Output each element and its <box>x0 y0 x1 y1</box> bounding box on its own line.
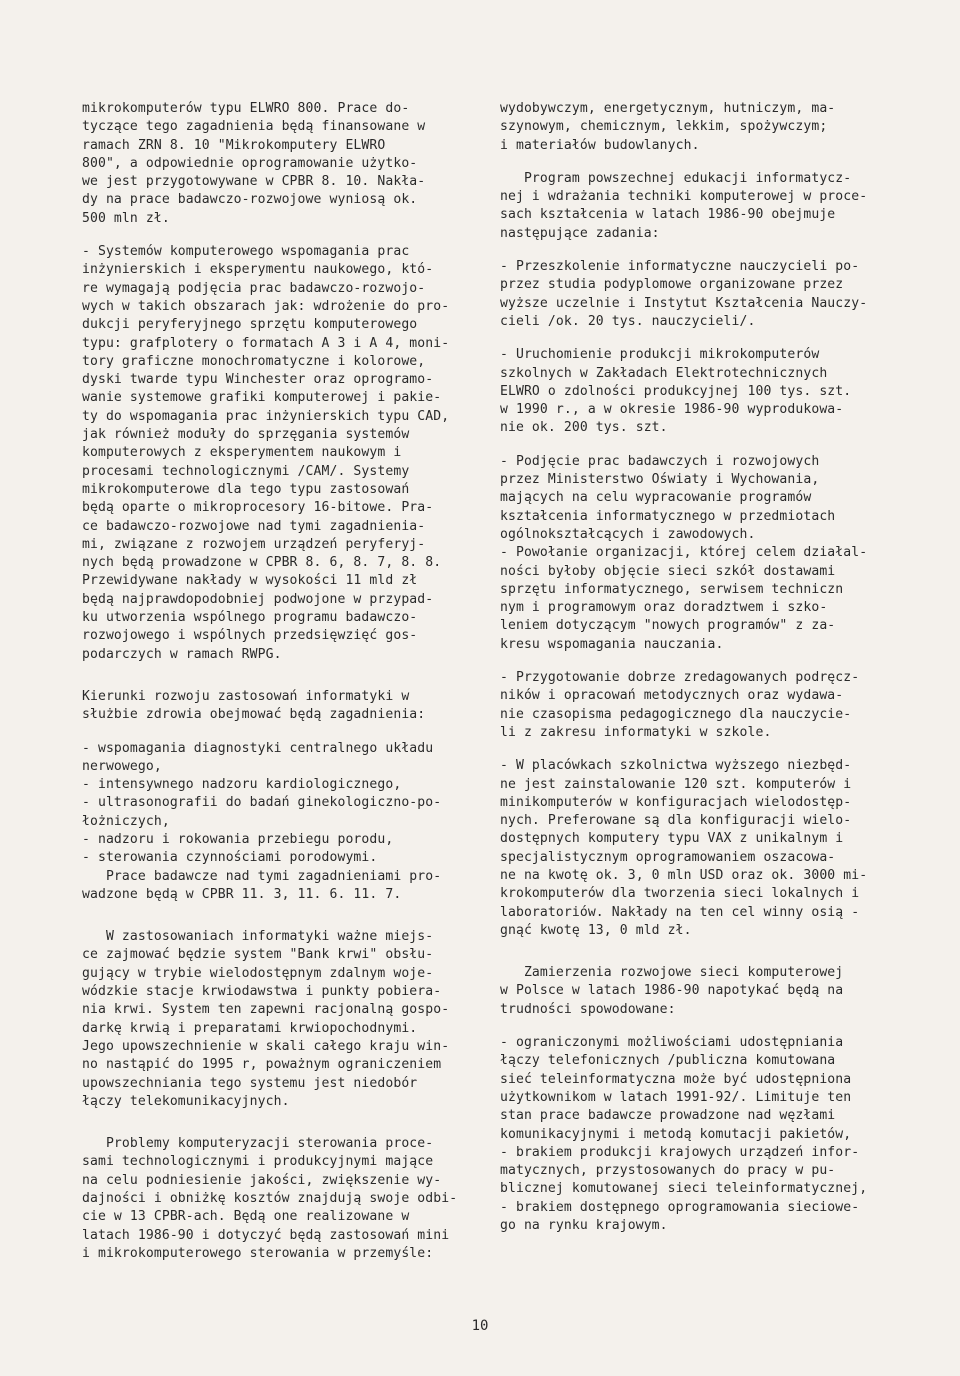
paragraph-research-organization: - Podjęcie prac badawczych i rozwojowych przez Ministerstwo Oświaty i Wychowania, mających na celu wypracowanie programów kształcenia informatycznego w przedmiotach ogólnokształcących i zawodowych. - Powołanie organizacji, której celem działal- ności byłoby objęcie sieci szkół dostawami sprzętu informatycznego, serwisem techniczn nym i programowym oraz doradztwem i szko- leniem dotyczącym "nowych programów" z za- kresu wspomagania nauczania. <box>500 453 868 652</box>
paragraph-textbooks: - Przygotowanie dobrze zredagowanych podręcz- ników i opracowań metodycznych oraz wydawa- nie czasopisma pedagogicznego dla nauczycie- li z zakresu informatyki w szkole. <box>500 670 860 740</box>
paragraph-network-plans: Zamierzenia rozwojowe sieci komputerowej w Polsce w latach 1986-90 napotykać będą na trudności spowodowane: <box>500 965 844 1017</box>
paragraph-process-control: Problemy komputeryzacji sterowania proce- sami technologicznymi i produkcyjnymi mające na celu podniesienie jakości, zwiększenie wy- dajności i obniżkę kosztów znajdują swoje odbi- cie w 13 CPBR-ach. Będą one realizowane w latach 1986-90 i dotyczyć będą zastosowań mini i mikrokomputerowego sterowania w przemyśle: <box>82 1136 458 1261</box>
paragraph-higher-education: - W placówkach szkolnictwa wyższego niezbęd- ne jest zainstalowanie 120 szt. komputerów i minikomputerów w konfiguracjach wielodostęp- nych. Preferowane są dla konfiguracji wielo- dostępnych komputery typu VAX z unikalnym i specjalistycznym oprogramowaniem oszacowa- ne na kwotę ok. 3, 0 mln USD oraz ok. 3000 mi- krokomputerów dla tworzenia sieci lokalnych i laboratoriów. Nakłady na ten cel winny osią - gnąć kwotę 13, 0 mld zł. <box>500 758 868 938</box>
left-column <box>82 100 476 1278</box>
paragraph-engineering-systems: - Systemów komputerowego wspomagania prac inżynierskich i eksperymentu naukowego, któ- re wymagają podjęcia prac badawczo-rozwojo- wych w takich obszarach jak: wdrożenie do pro- dukcji peryferyjnego sprzętu komputerowego typu: grafplotery o formatach A 3 i A 4, moni- tory graficzne monochromatyczne i kolorowe, dyski twarde typu Winchester oraz oprogramo- wanie systemowe grafiki komputerowej i pakie- ty do wspomagania prac inżynierskich typu CAD, jak również moduły do sprzęgania systemów komputerowych z eksperymentem naukowym i procesami technologicznymi /CAM/. Systemy mikrokomputerowe dla tego typu zastosowań będą oparte o mikroprocesory 16-bitowe. Pra- ce badawczo-rozwojowe nad tymi zagadnienia- mi, związane z rozwojem urządzeń peryferyj- nych będą prowadzone w CPBR 8. 6, 8. 7, 8. 8. Przewidywane nakłady w wysokości 11 mld zł będą najprawdopodobniej podwojone w przypad- ku utworzenia wspólnego programu badawczo- rozwojowego i wspólnych przedsięwzięć gos- podarczych w ramach RWPG. <box>82 244 450 662</box>
paragraph-health-intro: Kierunki rozwoju zastosowań informatyki w służbie zdrowia obejmować będą zagadnienia: <box>82 688 426 723</box>
paragraph-network-limits: - ograniczonymi możliwościami udostępniania łączy telefonicznych /publiczna komutowana sieć teleinformatyczna może być udostępniona użytkownikom w latach 1991-92/. Limituje ten stan prace badawcze prowadzone nad węzłami komunikacyjnymi i metodą komutacji pakietów, - brakiem produkcji krajowych urządzeń infor- matycznych, przystosowanych do pracy w pu- blicznej komutowanej sieci teleinformatycznej, - brakiem dostępnego oprogramowania sieciowe- go na rynku krajowym. <box>500 1035 868 1234</box>
paragraph-blood-bank: W zastosowaniach informatyki ważne miejs- ce zajmować będzie system "Bank krwi" obsłu- gujący w trybie wielodostępnym zdalnym woje- wódzkie stacje krwiodawstwa i punkty pobiera- nia krwi. System ten zapewni racjonalną gospo- darkę krwią i preparatami krwiopochodnymi. Jego upowszechnienie w skali całego kraju win- no nastąpić do 1995 r, poważnym ograniczeniem upowszechniania tego systemu jest niedobór łączy telekomunikacyjnych. <box>82 929 450 1109</box>
paragraph-health-list: - wspomagania diagnostyki centralnego układu nerwowego, - intensywnego nadzoru kardiologicznego, - ultrasonografii do badań ginekologiczno-po- łożniczych, - nadzoru i rokowania przebiegu porodu, - sterowania czynnościami porodowymi. Prace badawcze nad tymi zagadnieniami pro- wadzone będą w CPBR 11. 3, 11. 6. 11. 7. <box>82 740 442 902</box>
paragraph-teacher-training: - Przeszkolenie informatyczne nauczycieli po- przez studia podyplomowe organizowane przez wyższe uczelnie i Instytut Kształcenia Nauczy- cieli /ok. 20 tys. nauczycieli/. <box>500 259 868 329</box>
page-number: 10 <box>471 1318 489 1334</box>
right-column <box>500 100 880 1250</box>
paragraph-education-program: Program powszechnej edukacji informatycz- nej i wdrażania techniki komputerowej w proce- sach kształcenia w latach 1986-90 obejmuje następujące zadania: <box>500 170 868 241</box>
paragraph-elwro-800: mikrokomputerów typu ELWRO 800. Prace do- tyczące tego zagadnienia będą finansowane w ramach ZRN 8. 10 "Mikrokomputery ELWRO 800", a odpowiednie oprogramowanie użytko- we jest przygotowywane w CPBR 8. 10. Nakła- dy na prace badawczo-rozwojowe wyniosą ok. 500 mln zł. <box>82 101 426 226</box>
paragraph-school-microcomputers: - Uruchomienie produkcji mikrokomputerów szkolnych w Zakładach Elektrotechnicznych ELWRO o zdolności produkcyjnej 100 tys. szt. w 1990 r., a w okresie 1986-90 wyprodukowa- nie ok. 200 tys. szt. <box>500 347 852 436</box>
paragraph-industries: wydobywczym, energetycznym, hutniczym, ma- szynowym, chemicznym, lekkim, spożywczym; i materiałów budowlanych. <box>500 101 836 153</box>
